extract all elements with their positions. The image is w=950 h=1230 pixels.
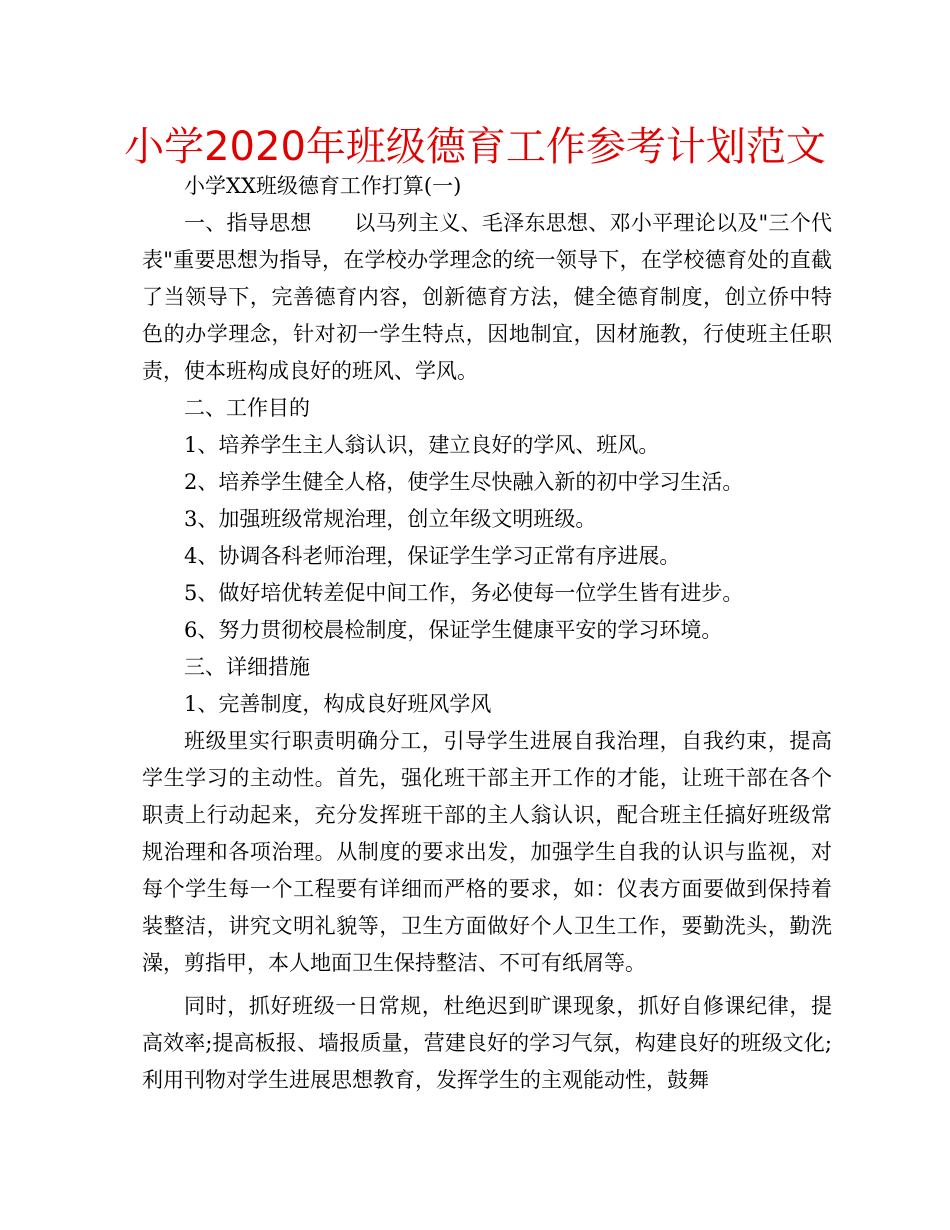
list-item: 1、培养学生主人翁认识，建立良好的学风、班风。: [184, 433, 660, 457]
document-title: 小学2020年班级德育工作参考计划范文: [124, 124, 826, 170]
subsection-heading: 1、完善制度，构成良好班风学风: [184, 692, 492, 716]
section-heading: 二、工作目的: [184, 396, 310, 420]
body-paragraph: 一、指导思想 以马列主义、毛泽东思想、邓小平理论以及"三个代表"重要思想为指导，在学校办学理念的统一领导下，在学校德育处的直截了当领导下，完善德育内容，创新德育方法，健全德育制度，创立侨中特色的办学理念，针对初一学生特点，因地制宜，因材施教，行使班主任职责，使本班构成良好的班风、学风。: [142, 211, 832, 383]
list-item: 3、加强班级常规治理，创立年级文明班级。: [184, 507, 597, 531]
list-item: 4、协调各科老师治理，保证学生学习正常有序进展。: [184, 544, 681, 568]
section-heading: 三、详细措施: [184, 655, 310, 679]
subtitle-paragraph: 小学XX班级德育工作打算(一): [184, 174, 462, 198]
list-item: 6、努力贯彻校晨检制度，保证学生健康平安的学习环境。: [184, 618, 723, 642]
body-paragraph: 班级里实行职责明确分工，引导学生进展自我治理，自我约束，提高学生学习的主动性。首先，强化班干部主开工作的才能，让班干部在各个职责上行动起来，充分发挥班干部的主人翁认识，配合班主任搞好班级常规治理和各项治理。从制度的要求出发，加强学生自我的认识与监视，对每个学生每一个工程要有详细而严格的要求，如：仪表方面要做到保持着装整洁，讲究文明礼貌等，卫生方面做好个人卫生工作，要勤洗头，勤洗澡，剪指甲，本人地面卫生保持整洁、不可有纸屑等。: [142, 729, 832, 975]
document-body: [142, 168, 832, 1099]
body-paragraph: 同时，抓好班级一日常规，杜绝迟到旷课现象，抓好自修课纪律，提高效率;提高板报、墙报质量，营建良好的学习气氛，构建良好的班级文化;利用刊物对学生进展思想教育，发挥学生的主观能动性，鼓舞: [142, 994, 832, 1092]
list-item: 2、培养学生健全人格，使学生尽快融入新的初中学习生活。: [184, 470, 744, 494]
list-item: 5、做好培优转差促中间工作，务必使每一位学生皆有进步。: [184, 581, 744, 605]
